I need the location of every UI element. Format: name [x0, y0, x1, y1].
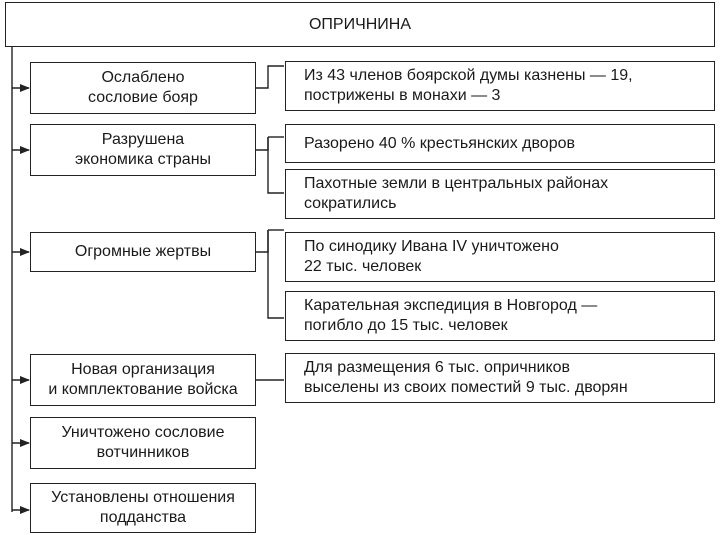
category-box-1: [30, 62, 256, 114]
detail-box-4: [285, 232, 715, 282]
link-cat2-detail3: [268, 137, 284, 193]
detail-box-5: [285, 291, 715, 341]
category-box-2: [30, 124, 256, 176]
category-label: Огромные жертвы: [74, 243, 212, 260]
detail-text: По синодику Ивана IV уничтожено 22 тыс. человек: [304, 238, 559, 275]
detail-text: Пахотные земли в центральных районах сократились: [304, 175, 609, 212]
detail-text: Карательная экспедиция в Новгород — погибло до 15 тыс. человек: [304, 297, 598, 334]
category-box-4: [30, 354, 256, 406]
detail-text: Для размещения 6 тыс. опричников выселены из своих поместий 9 тыс. дворян: [304, 359, 628, 396]
link-cat3-stem: [256, 230, 268, 252]
detail-box-2: [285, 124, 715, 163]
detail-text: Из 43 членов боярской думы казнены — 19, пострижены в монахи — 3: [304, 67, 633, 104]
title-text: ОПРИЧНИНА: [308, 15, 412, 33]
link-cat1-detail1: [256, 66, 284, 88]
category-label: Ослаблено сословие бояр: [88, 69, 198, 106]
detail-text: Разорено 40 % крестьянских дворов: [304, 134, 575, 152]
category-label: Новая организация и комплектование войска: [48, 361, 238, 398]
detail-box-1: [285, 61, 715, 111]
detail-box-3: [285, 169, 715, 219]
detail-box-6: [285, 353, 715, 403]
category-label: Разрушена экономика страны: [74, 131, 212, 168]
category-box-3: [30, 232, 256, 272]
title-box: [5, 2, 715, 47]
category-box-6: [30, 483, 256, 533]
category-box-5: [30, 417, 256, 469]
category-label: Установлены отношения подданства: [51, 489, 235, 526]
category-label: Уничтожено сословие вотчинников: [61, 424, 225, 461]
link-cat3-detail5: [268, 230, 284, 318]
link-cat2-stem: [256, 137, 268, 150]
